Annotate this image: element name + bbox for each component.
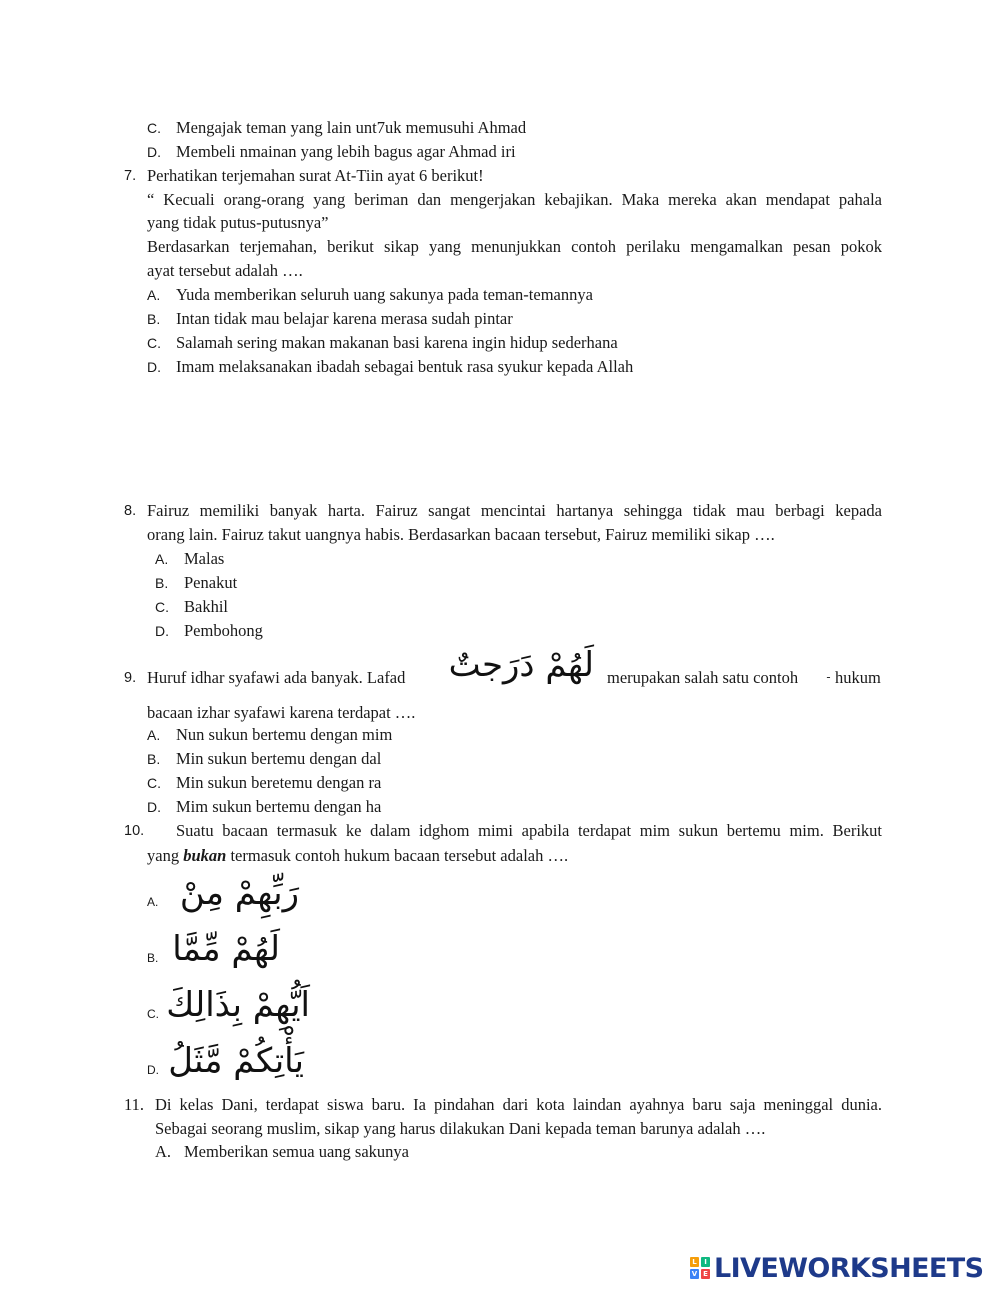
option-label: C. bbox=[147, 335, 161, 351]
option-label: A. bbox=[147, 727, 161, 743]
stray-mark: ـ bbox=[827, 670, 830, 681]
question-text: Di kelas Dani, terdapat siswa baru. Ia pindahan dari kota laindan ayahnya baru saja meninggal dunia. bbox=[155, 1095, 882, 1114]
option-text: Memberikan semua uang sakunya bbox=[184, 1142, 409, 1161]
option-label: C. bbox=[147, 775, 161, 791]
question-text: yang bbox=[147, 846, 180, 865]
arabic-phrase: لَهُمْ دَرَجتٌ bbox=[448, 645, 594, 685]
option-text: Intan tidak mau belajar karena merasa sudah pintar bbox=[176, 309, 513, 328]
question-text: orang lain. Fairuz takut uangnya habis. Berdasarkan bacaan tersebut, Fairuz memiliki sikap …. bbox=[147, 525, 775, 544]
question-text: Huruf idhar syafawi ada banyak. Lafad bbox=[147, 668, 406, 687]
question-text: ayat tersebut adalah …. bbox=[147, 261, 303, 280]
option-label: A. bbox=[147, 287, 161, 303]
option-text: Pembohong bbox=[184, 621, 263, 640]
question-text: Perhatikan terjemahan surat At-Tiin ayat 6 berikut! bbox=[147, 166, 484, 185]
option-label: D. bbox=[147, 144, 161, 160]
question-text: yang tidak putus-putusnya” bbox=[147, 213, 329, 232]
option-label: B. bbox=[147, 311, 161, 327]
option-label: C. bbox=[147, 1007, 159, 1021]
question-text: Fairuz memiliki banyak harta. Fairuz sangat mencintai hartanya sehingga tidak mau berbagi kepada bbox=[147, 501, 882, 520]
question-number: 9. bbox=[124, 670, 137, 686]
option-label: D. bbox=[147, 1063, 159, 1077]
option-text: Penakut bbox=[184, 573, 238, 592]
question-text: “ Kecuali orang-orang yang beriman dan mengerjakan kebajikan. Maka mereka akan mendapat pahala bbox=[147, 190, 882, 209]
option-label: D. bbox=[147, 359, 161, 375]
option-label: B. bbox=[147, 751, 161, 767]
question-text: termasuk contoh hukum bacaan tersebut adalah …. bbox=[230, 846, 569, 865]
question-text: merupakan salah satu contoh bbox=[607, 668, 799, 687]
emphasis-word: bukan bbox=[183, 846, 227, 865]
arabic-option: يَأْتِكُمْ مَّثَلُ bbox=[168, 1041, 304, 1081]
option-label: B. bbox=[147, 951, 159, 965]
logo-tile: E bbox=[701, 1269, 710, 1279]
option-text: Malas bbox=[184, 549, 225, 568]
option-text: Imam melaksanakan ibadah sebagai bentuk rasa syukur kepada Allah bbox=[176, 357, 634, 376]
arabic-option: رَبِّهِمْ مِنْ bbox=[179, 873, 299, 913]
option-text: Nun sukun bertemu dengan mim bbox=[176, 725, 393, 744]
option-label: D. bbox=[147, 799, 161, 815]
logo-icon bbox=[690, 1257, 710, 1279]
option-label: C. bbox=[147, 120, 161, 136]
option-label: A. bbox=[155, 1142, 172, 1161]
brand-name: LIVEWORKSHEETS bbox=[714, 1252, 984, 1284]
option-label: D. bbox=[155, 623, 169, 639]
option-text: Salamah sering makan makanan basi karena ingin hidup sederhana bbox=[176, 333, 618, 352]
question-text: Sebagai seorang muslim, sikap yang harus dilakukan Dani kepada teman barunya adalah …. bbox=[155, 1119, 766, 1138]
logo-tile: L bbox=[690, 1257, 699, 1267]
option-label: C. bbox=[155, 599, 169, 615]
arabic-option: لَهُمْ مِّمَّا bbox=[172, 929, 280, 969]
option-label: A. bbox=[147, 895, 159, 909]
question-text: Berdasarkan terjemahan, berikut sikap yang menunjukkan contoh perilaku mengamalkan pesan pokok bbox=[147, 237, 882, 256]
liveworksheets-logo bbox=[690, 1250, 983, 1286]
question-number: 10. bbox=[124, 823, 145, 839]
question-number: 11. bbox=[124, 1095, 145, 1114]
option-text: Mengajak teman yang lain unt7uk memusuhi Ahmad bbox=[176, 118, 527, 137]
option-text: Min sukun beretemu dengan ra bbox=[176, 773, 382, 792]
option-text: Membeli nmainan yang lebih bagus agar Ahmad iri bbox=[176, 142, 516, 161]
option-text: Bakhil bbox=[184, 597, 228, 616]
arabic-option: اَيُّهِمْ بِذَالِكَ bbox=[166, 985, 310, 1025]
question-text: bacaan izhar syafawi karena terdapat …. bbox=[147, 703, 416, 722]
option-label: A. bbox=[155, 551, 169, 567]
option-text: Min sukun bertemu dengan dal bbox=[176, 749, 382, 768]
question-text: Suatu bacaan termasuk ke dalam idghom mimi apabila terdapat mim sukun bertemu mim. Berikut bbox=[176, 821, 882, 840]
option-label: B. bbox=[155, 575, 169, 591]
question-text: hukum bbox=[835, 668, 881, 687]
option-text: Yuda memberikan seluruh uang sakunya pada teman-temannya bbox=[176, 285, 593, 304]
question-number: 7. bbox=[124, 168, 137, 184]
logo-tile: V bbox=[691, 1270, 698, 1278]
question-number: 8. bbox=[124, 503, 137, 519]
option-text: Mim sukun bertemu dengan ha bbox=[176, 797, 382, 816]
logo-tile: I bbox=[701, 1257, 710, 1267]
